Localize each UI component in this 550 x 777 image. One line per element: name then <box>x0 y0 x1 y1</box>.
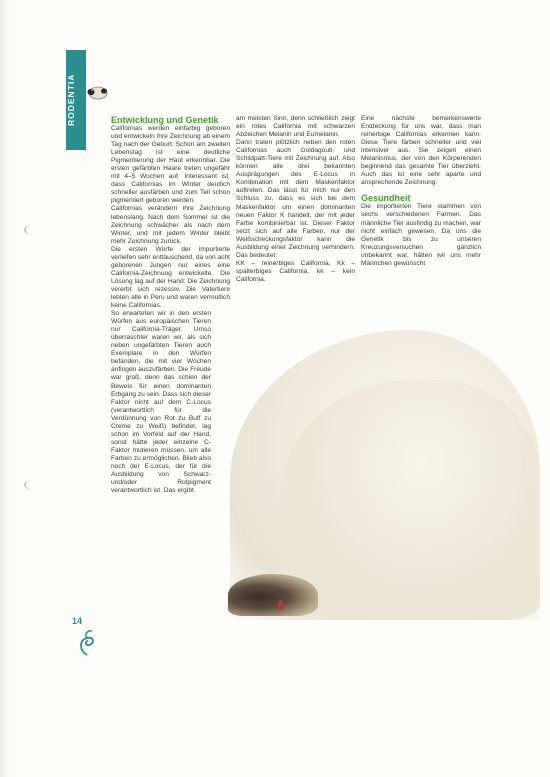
page-number: 14 <box>72 616 83 626</box>
guinea-pig-paw <box>228 574 318 616</box>
paragraph: Californias verändern ihre Zeichnung lebenslang. Nach dem Sommer ist die Zeichnung schwächer als nach dem Winter, und mit jedem Winter bleibt mehr Zeichnung zurück. <box>111 205 230 245</box>
heading-entwicklung: Entwicklung und Genetik <box>111 115 219 125</box>
paragraph: Die ersten Würfe der importierte verliefen sehr enttäuschend, da von acht geborenen Jungen nur eines eine California-Zeichnung entwickelte. Die Lösung lag auf der Hand: Die Zeichnung vererbt sich rezessiv. Die Vatertiere lebten alle in Peru und waren vermutlich keine Californias. <box>111 245 230 310</box>
article-column-1 <box>111 115 230 495</box>
paragraph: Eine nächste bemerkenswerte Entdeckung für uns war, dass man reinerbige Californias erkennen kann. Diese Tiere färben schneller und viel intensiver aus. Sie zeigen einen Melanismus, der von den Körperenden beginnend das gesamte Tier überzieht. Auch das ist eine sehr aparte und ansprechende Zeichnung. <box>361 115 481 187</box>
paragraph: So erwarteten wir in den ersten Würfen aus europäischen Tieren nur California-Träger. Umso überraschter waren wir, als sich neben ungefärbten Tieren auch Exemplare in den Würfen befanden, die mit vier Wochen anfingen auszufärben. Die Freude war groß, denn das schien der Beweis für einen dominanten Erbgang zu sein. Dass sich dieser Faktor nicht auf dem C-Locus (verantwortlich für die Verdünnung von Rot zu Buff zu Creme zu Weiß) befindet, lag schon im Vorfeld auf der Hand, sonst hätte jeder einzelne C-Faktor mutieren müssen, um alle Farben zu ermöglichen. Blieb also noch der E-Locus, der für die Ausbildung von Schwarz- und/oder Rotpigment verantwortlich ist. Das ergibt <box>111 310 211 495</box>
guinea-pig-photo-fur <box>280 380 540 620</box>
scan-edge-shadow <box>0 0 10 777</box>
ornament-swirl-icon <box>76 628 98 656</box>
article-column-2 <box>236 115 355 284</box>
article-column-3 <box>361 115 481 268</box>
paragraph: KK – reinerbiges California, Kk – spalterbiges California, kk – kein California. <box>236 259 355 283</box>
section-label: RODENTIA <box>66 73 76 127</box>
guinea-pig-logo-icon <box>86 82 110 102</box>
paragraph: Die importierten Tiere stammen von sechs verschiedenen Farmen. Das männliche Tier ausfindig zu machen, war nicht einfach gewesen. Da uns die Genetik bis zu unseren Kreuzungsversuchen gänzlich unbekannt war, hätten wir uns mehr Männchen gewünscht <box>361 203 481 267</box>
punch-hole-mark <box>24 225 40 235</box>
paragraph: am meisten Sinn, denn schließlich zeigt ein rotes California mit schwarzen Abzeichen Melanin und Eumelanin. <box>236 115 355 139</box>
paragraph: Dann traten plötzlich neben den roten Californias auch Goldagouti- und Schildpatt-Tiere mit Zeichnung auf. Also können alle drei bekannten Ausprägungen des E-Locus in Kombination mit dem Maskenfaktor auftreten. Das lässt für mich nur den Schluss zu, dass es sich bei dem Maskenfaktor um einen dominanten neuen Faktor K handelt, der mit jeder Farbe kombinierbar ist. Dieser Faktor setzt sich auf alle Farben, nur der Weißscheckungsfaktor kann die Ausbildung einer Zeichnung verhindern. Das bedeutet: <box>236 139 355 259</box>
punch-hole-mark <box>24 480 40 490</box>
paragraph: Californias werden einfarbig geboren und entwickeln ihre Zeichnung ab einem Tag nach der Geburt. Schon am zweiten Lebenstag ist eine deutliche Pigmentierung der Haut erkennbar. Die ersten gefärbten Haare treten ungefähr mit 4–5 Wochen auf. Interessant ist, dass Californias im Winter deutlich schneller ausfärben und zum Teil schon pigmentiert geboren werden. <box>111 125 230 205</box>
guinea-pig-claw <box>278 600 283 610</box>
heading-gesundheit: Gesundheit <box>361 193 411 204</box>
